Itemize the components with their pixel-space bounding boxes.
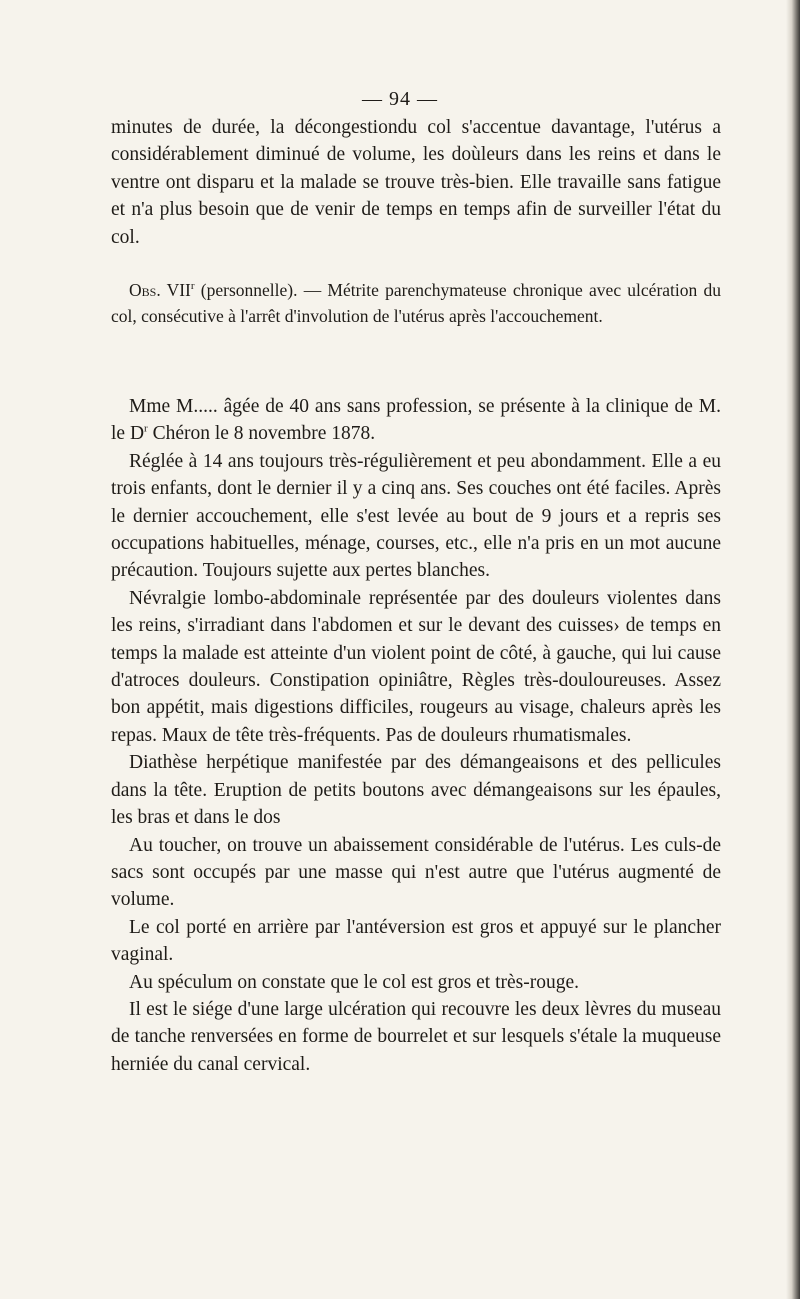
paragraph-cervix: Le col porté en arrière par l'antéversion est gros et appuyé sur le plancher vaginal. xyxy=(111,916,721,966)
case-body xyxy=(111,393,721,1078)
page-number: — 94 — xyxy=(362,88,438,110)
intro-text-2: Chéron le 8 novembre 1878. xyxy=(147,423,376,445)
observation-heading-block xyxy=(111,278,721,329)
paragraph-speculum: Au spéculum on constate que le col est gros et très-rouge. xyxy=(129,971,579,993)
page-edge-shadow xyxy=(786,0,800,1299)
intro-text-1: Mme M..... âgée de 40 ans sans profession, se présente à la clinique de M. le D xyxy=(111,396,721,445)
continuation-paragraph: minutes de durée, la décongestiondu col s'accentue davantage, l'utérus a considérablement diminué de volume, les doùleurs dans les reins et dans le ventre ont disparu et la malade se trouve très-bien. Elle travaille sans fatigue et n'a plus besoin que de venir de temps en temps afin de surveiller l'état du col. xyxy=(111,117,721,248)
observation-lead: Obs. VII xyxy=(129,280,191,300)
continuation-block xyxy=(111,114,721,251)
intro-sup: r xyxy=(144,422,148,435)
case-intro xyxy=(111,393,721,448)
paragraph-diathesis: Diathèse herpétique manifestée par des démangeaisons et des pellicules dans la tête. Eruption de petits boutons avec démangeaisons sur les épaules, les bras et dans le dos xyxy=(111,752,721,829)
paragraph-ulceration: Il est le siége d'une large ulcération qui recouvre les deux lèvres du museau de tanche renversées en forme de bourrelet et sur lesquels s'étale la muqueuse herniée du canal cervical. xyxy=(111,998,721,1075)
paragraph-neuralgia: Névralgie lombo-abdominale représentée par des douleurs violentes dans les reins, s'irradiant dans l'abdomen et sur le devant des cuisses› de temps en temps la malade est atteinte d'un violent point de côté, à gauche, qui lui cause d'atroces douleurs. Constipation opiniâtre, Règles très-douloureuses. Assez bon appétit, mais digestions difficiles, rougeurs au visage, chaleurs après les repas. Maux de tête très-fréquents. Pas de douleurs rhumatismales. xyxy=(111,587,721,746)
observation-heading xyxy=(111,278,721,329)
paragraph-history: Réglée à 14 ans toujours très-régulièrement et peu abondamment. Elle a eu trois enfants, dont le dernier il y a cinq ans. Ses couches ont été faciles. Après le dernier accouchement, elle s'est levée au bout de 9 jours et a repris ses occupations habituelles, ménage, courses, etc., elle n'a pris en un mot aucune précaution. Toujours sujette aux pertes blanches. xyxy=(111,450,721,582)
observation-title: (personnelle). — Métrite parenchymateuse chronique avec ulcération du col, consécutive à l'arrêt d'involution de l'utérus après l'accouchement. xyxy=(111,280,721,326)
paragraph-palpation: Au toucher, on trouve un abaissement considérable de l'utérus. Les culs-de sacs sont occupés par une masse qui n'est autre que l'utérus augmenté de volume. xyxy=(111,834,721,911)
observation-lead-sup: r xyxy=(190,280,195,293)
